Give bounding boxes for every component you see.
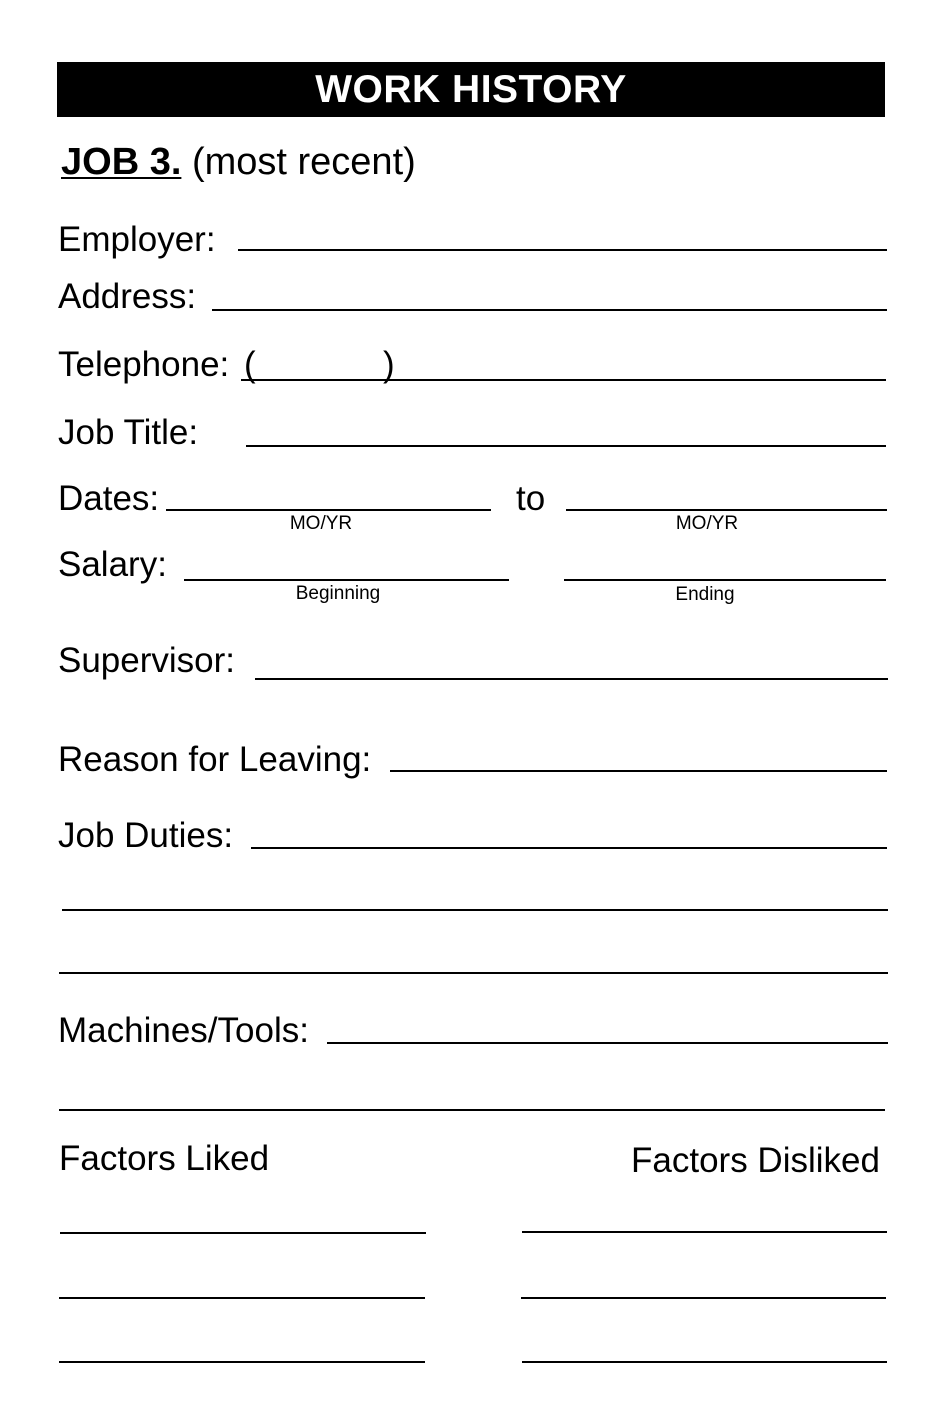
- job-duties-label: Job Duties:: [58, 816, 234, 855]
- job-number: JOB 3.: [61, 141, 182, 183]
- dates-label: Dates:: [58, 479, 160, 518]
- factors-disliked-line-1[interactable]: [522, 1231, 887, 1233]
- machines-tools-label: Machines/Tools:: [58, 1011, 309, 1050]
- ending-salary-hint: Ending: [675, 584, 735, 605]
- job-title-label: Job Title:: [58, 413, 199, 452]
- factors-liked-label: Factors Liked: [59, 1139, 270, 1178]
- supervisor-field[interactable]: [255, 678, 888, 680]
- factors-liked-line-1[interactable]: [60, 1232, 426, 1234]
- telephone-label: Telephone:: [58, 345, 230, 384]
- job-qualifier: (most recent): [191, 141, 416, 183]
- employer-label: Employer:: [58, 220, 216, 259]
- factors-liked-line-3[interactable]: [59, 1361, 425, 1363]
- address-label: Address:: [58, 277, 197, 316]
- page-title: WORK HISTORY: [57, 62, 885, 117]
- job-duties-field-line-1[interactable]: [251, 847, 887, 849]
- telephone-field[interactable]: [241, 379, 886, 381]
- supervisor-label: Supervisor:: [58, 641, 236, 680]
- end-date-field[interactable]: [566, 509, 887, 511]
- employer-field[interactable]: [238, 249, 887, 251]
- beginning-salary-hint: Beginning: [295, 583, 381, 604]
- address-field[interactable]: [212, 309, 887, 311]
- salary-label: Salary:: [58, 545, 167, 584]
- machines-tools-field-line-2[interactable]: [59, 1109, 885, 1111]
- beginning-salary-field[interactable]: [184, 579, 509, 581]
- ending-salary-field[interactable]: [564, 579, 886, 581]
- dates-to-label: to: [516, 479, 546, 518]
- job-heading: [61, 140, 416, 184]
- factors-liked-line-2[interactable]: [59, 1297, 425, 1299]
- reason-for-leaving-label: Reason for Leaving:: [58, 740, 372, 779]
- factors-disliked-line-2[interactable]: [521, 1297, 886, 1299]
- reason-for-leaving-field[interactable]: [390, 770, 887, 772]
- machines-tools-field-line-1[interactable]: [327, 1042, 888, 1044]
- job-duties-field-line-2[interactable]: [62, 909, 888, 911]
- end-date-hint: MO/YR: [675, 513, 739, 534]
- area-code-close-paren: ): [383, 345, 395, 384]
- factors-disliked-label: Factors Disliked: [631, 1141, 880, 1180]
- start-date-hint: MO/YR: [289, 513, 353, 534]
- start-date-field[interactable]: [166, 509, 491, 511]
- job-duties-field-line-3[interactable]: [59, 972, 888, 974]
- area-code-open-paren: (: [244, 345, 256, 384]
- job-title-field[interactable]: [246, 445, 886, 447]
- factors-disliked-line-3[interactable]: [522, 1361, 887, 1363]
